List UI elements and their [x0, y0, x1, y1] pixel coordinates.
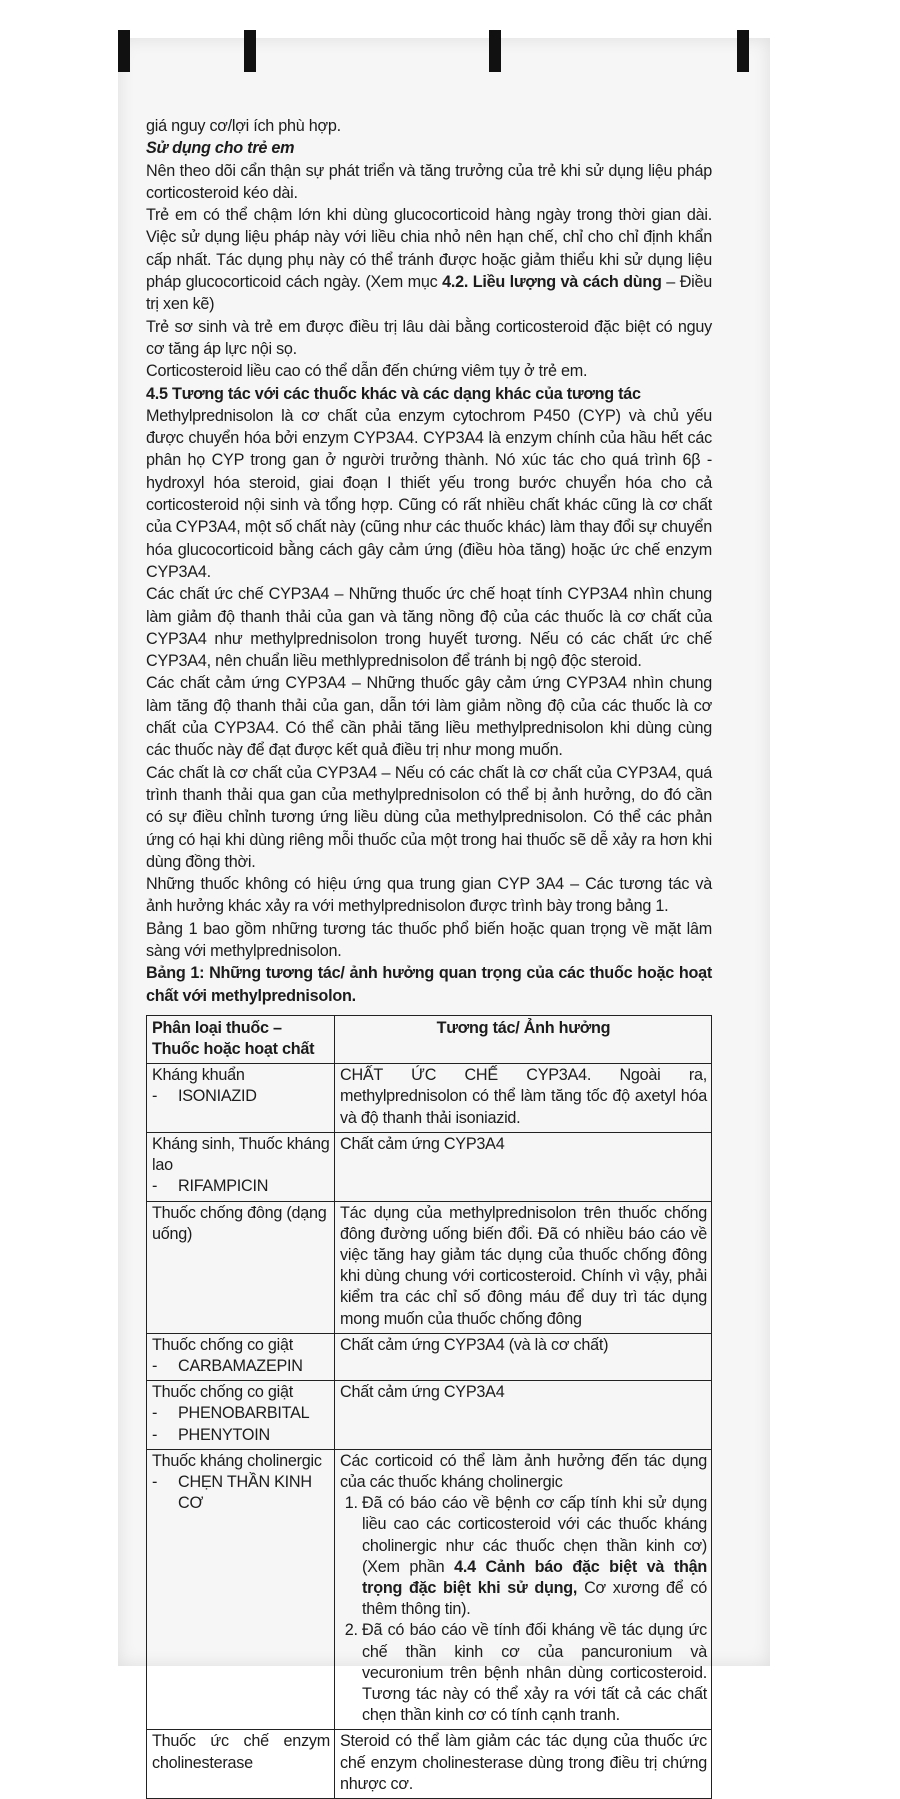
effect-cell	[335, 1132, 712, 1201]
section-heading: Bảng 1: Những tương tác/ ảnh hưởng quan trọng của các thuốc hoặc hoạt chất với methylprednisolon.	[146, 964, 712, 1005]
drug-class: Kháng khuẩn	[152, 1066, 245, 1085]
drug-class: Kháng sinh, Thuốc kháng lao	[152, 1134, 330, 1175]
registration-mark	[244, 30, 256, 72]
paragraph: Những thuốc không có hiệu ứng qua trung gian CYP 3A4 – Các tương tác và ảnh hưởng khác xảy ra với methylprednisolon được trình bày trong bảng 1.	[146, 875, 712, 916]
effect-text: Chất cảm ứng CYP3A4	[340, 1134, 505, 1153]
section-heading: Sử dụng cho trẻ em	[146, 139, 295, 158]
paragraph-text: Trẻ em có thể chậm lớn khi dùng glucocorticoid hàng ngày trong thời gian dài. Việc sử dụng liệu pháp này với liều chia nhỏ nên hạn chế, chỉ cho chỉ định khẩn cấp nhất. Tác dụng phụ này có thể tránh được hoặc giảm thiểu khi sử dụng liệu pháp glucocorticoid cách ngày. (Xem mục	[146, 206, 712, 292]
paragraph: Bảng 1 bao gồm những tương tác thuốc phổ biến hoặc quan trọng về mặt lâm sàng với methylprednisolon.	[146, 919, 712, 960]
drug-class: Thuốc chống đông (dạng uống)	[152, 1203, 327, 1243]
effect-text: Chất cảm ứng CYP3A4 (và là cơ chất)	[340, 1335, 609, 1354]
table-header-class: Phân loại thuốc – Thuốc hoặc hoạt chất	[147, 1015, 335, 1063]
drug-name-row	[152, 1356, 330, 1377]
table-row	[147, 1064, 712, 1133]
paragraph	[146, 204, 712, 315]
drug-class-cell	[147, 1730, 335, 1799]
bullet-dash: -	[152, 1425, 158, 1444]
drug-class-cell	[147, 1333, 335, 1380]
drug-class-cell	[147, 1449, 335, 1730]
bullet-dash: -	[152, 1177, 158, 1196]
effect-cell	[335, 1333, 712, 1380]
drug-class-cell	[147, 1381, 335, 1450]
effect-cell	[335, 1381, 712, 1450]
effect-list	[340, 1493, 707, 1726]
drug-name: PHENOBARBITAL	[178, 1404, 310, 1423]
effect-cell	[335, 1064, 712, 1133]
section-heading: 4.5 Tương tác với các thuốc khác và các dạng khác của tương tác	[146, 384, 641, 403]
drug-name-row	[152, 1176, 330, 1197]
drug-name: CARBAMAZEPIN	[178, 1356, 303, 1375]
drug-name: CHẸN THẦN KINH CƠ	[178, 1472, 312, 1513]
drug-name: ISONIAZID	[178, 1087, 257, 1106]
paragraph: Methylprednisolon là cơ chất của enzym cytochrom P450 (CYP) và chủ yếu được chuyển hóa bởi enzym CYP3A4. CYP3A4 là enzym chính của hầu hết các phân họ CYP trong gan ở người trưởng thành. Nó xúc tác cho quá trình 6β - hydroxyl hóa steroid, giai đoạn I thiết yếu trong bước chuyển hóa cho cả corticosteroid nội sinh và tổng hợp. Cũng có rất nhiều chất khác cũng là cơ chất của CYP3A4, một số chất này (cũng như các thuốc khác) làm thay đổi sự chuyển hóa glucocorticoid bằng cách gây cảm ứng (điều hòa tăng) hoặc ức chế enzym CYP3A4.	[146, 406, 712, 581]
section-reference: 4.4 Cảnh báo đặc biệt và thận trọng đặc biệt khi sử dụng,	[362, 1557, 707, 1597]
drug-name-row	[152, 1403, 330, 1424]
drug-class: Thuốc chống co giật	[152, 1335, 294, 1354]
paragraph: Các chất là cơ chất của CYP3A4 – Nếu có các chất là cơ chất của CYP3A4, quá trình thanh thải qua gan của methylprednisolon có thể bị ảnh hưởng, do đó cần có sự điều chỉnh tương ứng liều dùng của methylprednisolon. Có thể các phản ứng có hại khi dùng riêng mỗi thuốc của một trong hai thuốc sẽ dễ xảy ra hơn khi dùng đồng thời.	[146, 763, 712, 871]
effect-text: Các corticoid có thể làm ảnh hưởng đến tác dụng của các thuốc kháng cholinergic	[340, 1451, 707, 1491]
bullet-dash: -	[152, 1472, 158, 1491]
paragraph: giá nguy cơ/lợi ích phù hợp.	[146, 117, 341, 135]
drug-class: Thuốc ức chế enzym cholinesterase	[152, 1732, 330, 1772]
table-row	[147, 1449, 712, 1730]
paragraph: Corticosteroid liều cao có thể dẫn đến chứng viêm tụy ở trẻ em.	[146, 362, 588, 381]
table-row	[147, 1730, 712, 1799]
drug-class-cell	[147, 1201, 335, 1333]
drug-class-cell	[147, 1064, 335, 1133]
table-row	[147, 1333, 712, 1380]
paragraph: Các chất cảm ứng CYP3A4 – Những thuốc gây cảm ứng CYP3A4 nhìn chung làm tăng độ thanh thải của gan, dẫn tới làm giảm nồng độ của các thuốc là cơ chất của CYP3A4. Có thể cần phải tăng liều methylprednisolon khi dùng cùng các thuốc này để đạt được kết quả điều trị như mong muốn.	[146, 674, 712, 760]
body-text	[146, 115, 712, 1007]
drug-class-cell	[147, 1132, 335, 1201]
effect-cell	[335, 1449, 712, 1730]
registration-mark	[489, 30, 501, 72]
bullet-dash: -	[152, 1404, 158, 1423]
interaction-table	[146, 1015, 712, 1799]
effect-list-item	[362, 1493, 707, 1620]
paragraph-text: – Điều trị xen kẽ)	[146, 273, 712, 314]
drug-name-row	[152, 1425, 330, 1446]
effect-cell	[335, 1730, 712, 1799]
table-header-row	[147, 1015, 712, 1063]
table-row	[147, 1201, 712, 1333]
list-text: Đã có báo cáo về tính đối kháng về tác dụng ức chế thần kinh cơ của pancuronium và vecuronium trên bệnh nhân dùng corticosteroid. Tương tác này có thể xảy ra với tất cả các chất chẹn thần kinh cơ có tính cạnh tranh.	[362, 1621, 707, 1725]
effect-cell	[335, 1201, 712, 1333]
list-text: Cơ xương để có thêm thông tin).	[362, 1578, 707, 1619]
effect-text: Steroid có thể làm giảm các tác dụng của thuốc ức chế enzym cholinesterase dùng trong điều trị chứng nhược cơ.	[340, 1732, 707, 1793]
bullet-dash: -	[152, 1087, 158, 1106]
document-body	[146, 115, 712, 1799]
effect-text: CHẤT ỨC CHẾ CYP3A4. Ngoài ra, methylprednisolon có thể làm tăng tốc độ axetyl hóa và độ thanh thải isoniazid.	[340, 1066, 707, 1127]
effect-text: Chất cảm ứng CYP3A4	[340, 1383, 505, 1402]
drug-name: PHENYTOIN	[178, 1425, 270, 1444]
bullet-dash: -	[152, 1356, 158, 1375]
registration-mark	[118, 30, 130, 72]
registration-mark	[737, 30, 749, 72]
table-row	[147, 1381, 712, 1450]
effect-text: Tác dụng của methylprednisolon trên thuốc chống đông đường uống biến đổi. Đã có nhiều báo cáo về việc tăng hay giảm tác dụng của thuốc chống đông khi dùng chung với corticosteroid. Chính vì vậy, phải kiểm tra các chỉ số đông máu để duy trì tác dụng mong muốn của thuốc chống đông	[340, 1203, 707, 1328]
section-reference: 4.2. Liều lượng và cách dùng	[442, 273, 662, 292]
drug-name-row	[152, 1086, 330, 1107]
list-text: Đã có báo cáo về bệnh cơ cấp tính khi sử dụng liều cao các corticosteroid với các thuốc kháng cholinergic như các thuốc chẹn thần kinh cơ) (Xem phần	[362, 1494, 707, 1576]
table-row	[147, 1132, 712, 1201]
table-header-effect: Tương tác/ Ảnh hưởng	[335, 1015, 712, 1063]
drug-name: RIFAMPICIN	[178, 1177, 269, 1196]
paragraph: Nên theo dõi cẩn thận sự phát triển và tăng trưởng của trẻ khi sử dụng liệu pháp corticosteroid kéo dài.	[146, 161, 712, 202]
drug-name-row	[152, 1472, 330, 1514]
paragraph: Trẻ sơ sinh và trẻ em được điều trị lâu dài bằng corticosteroid đặc biệt có nguy cơ tăng áp lực nội sọ.	[146, 317, 712, 358]
drug-class: Thuốc kháng cholinergic	[152, 1451, 322, 1470]
drug-class: Thuốc chống co giật	[152, 1383, 294, 1402]
paragraph: Các chất ức chế CYP3A4 – Những thuốc ức chế hoạt tính CYP3A4 nhìn chung làm giảm độ thanh thải của gan và tăng nồng độ của các thuốc là cơ chất của CYP3A4 như methylprednisolon trong huyết tương. Nếu có các chất ức chế CYP3A4, nên chuẩn liều methlyprednisolon để tránh bị ngộ độc steroid.	[146, 585, 712, 671]
effect-list-item	[362, 1620, 707, 1726]
